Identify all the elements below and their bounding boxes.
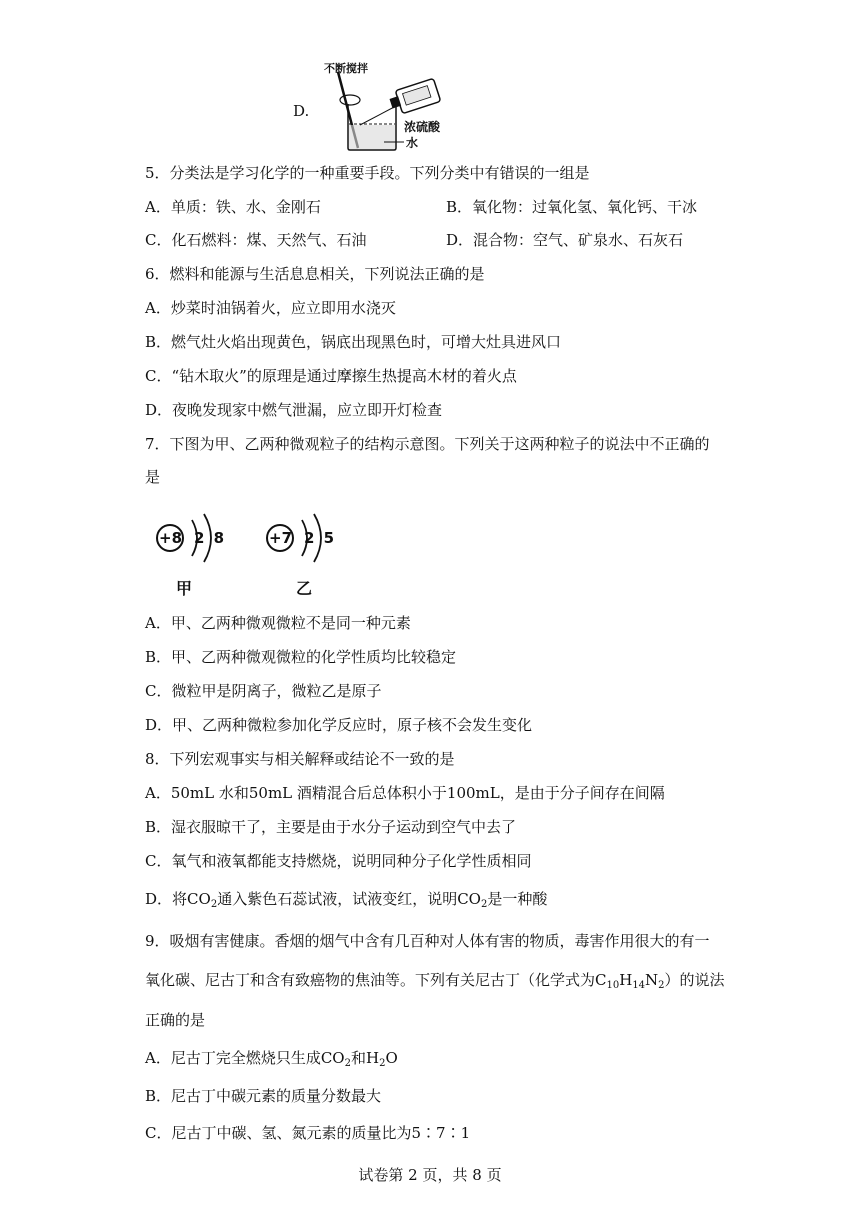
particle-name-jia: 甲 [176,579,193,598]
acid-dilution-figure [320,62,450,154]
q9-stem-line1: 9．吸烟有害健康。香烟的烟气中含有几百种对人体有害的物质，毒害作用很大的有一 [145,932,710,950]
q6-stem: 6．燃料和能源与生活息息相关，下列说法正确的是 [145,265,485,283]
q7-stem-line1: 7．下图为甲、乙两种微观粒子的结构示意图。下列关于这两种粒子的说法中不正确的 [145,435,710,453]
q9-option-c: C．尼古丁中碳、氢、氮元素的质量比为5∶7∶1 [145,1124,471,1142]
shell-electrons-jia: 2 8 [194,529,227,547]
pour-stream [360,106,396,125]
particle-yi-diagram [262,508,342,598]
q7-option-a: A．甲、乙两种微观微粒不是同一种元素 [145,614,411,632]
q6-option-c: C．“钻木取火”的原理是通过摩擦生热提高木材的着火点 [145,367,517,385]
q6-option-b: B．燃气灶火焰出现黄色，锅底出现黑色时，可增大灶具进风口 [145,333,562,351]
shell-electrons-yi: 2 5 [304,529,337,547]
q8-option-b: B．湿衣服晾干了，主要是由于水分子运动到空气中去了 [145,818,517,836]
particle-jia-diagram [152,508,232,598]
q9-option-a: A．尼古丁完全燃烧只生成$CO_2$和$H_2O$ [145,1049,398,1069]
q6-option-d: D．夜晚发现家中燃气泄漏，应立即开灯检查 [145,401,443,419]
q5-stem: 5．分类法是学习化学的一种重要手段。下列分类中有错误的一组是 [145,164,590,182]
water-label: 水 [406,136,419,150]
q7-stem-line2: 是 [145,468,161,486]
q5-option-d: D．混合物：空气、矿泉水、石灰石 [446,231,684,249]
q5-option-c: C．化石燃料：煤、天然气、石油 [145,231,367,249]
q5-option-b: B．氧化物：过氧化氢、氧化钙、干冰 [446,198,698,216]
q8-stem: 8．下列宏观事实与相关解释或结论不一致的是 [145,750,455,768]
q9-stem-line2: 氧化碳、尼古丁和含有致癌物的焦油等。下列有关尼古丁（化学式为$C_{10}H_{14}N_2$）的说法 [145,971,725,991]
particle-name-yi: 乙 [296,579,313,598]
q9-option-b: B．尼古丁中碳元素的质量分数最大 [145,1087,382,1105]
q7-option-b: B．甲、乙两种微观微粒的化学性质均比较稳定 [145,648,457,666]
q8-option-a: A．50mL 水和50mL 酒精混合后总体积小于100mL，是由于分子间存在间隔 [145,784,665,802]
q7-option-c: C．微粒甲是阴离子，微粒乙是原子 [145,682,382,700]
liquid [349,125,395,149]
q8-option-d: D．将$CO_2$通入紫色石蕊试液，试液变红，说明$CO_2$是一种酸 [145,890,548,910]
q8-option-c: C．氧气和液氧都能支持燃烧，说明同种分子化学性质相同 [145,852,532,870]
stir-label: 不断搅拌 [324,62,368,75]
nucleus-charge-jia: +8 [159,529,183,547]
page-footer: 试卷第 2 页，共 8 页 [358,1166,502,1184]
q7-option-d: D．甲、乙两种微粒参加化学反应时，原子核不会发生变化 [145,716,533,734]
nucleus-charge-yi: +7 [269,529,293,547]
option-d-label: D. [293,102,310,120]
q6-option-a: A．炒菜时油锅着火，应立即用水浇灭 [145,299,396,317]
q9-stem-line3: 正确的是 [145,1011,206,1029]
q5-option-a: A．单质：铁、水、金刚石 [145,198,321,216]
stir-motion-mark [340,95,360,105]
acid-label: 浓硫酸 [404,120,441,134]
